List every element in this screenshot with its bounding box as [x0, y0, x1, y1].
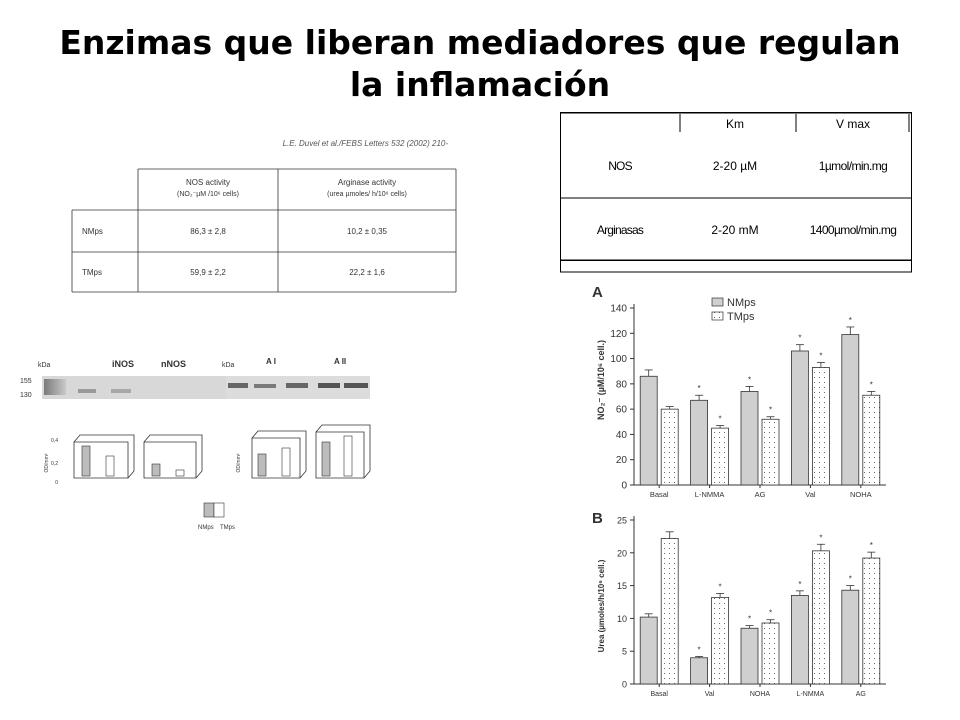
inos-label: iNOS — [112, 359, 135, 369]
blot-band — [111, 389, 131, 393]
y-tick-label: 25 — [616, 515, 627, 526]
od-bar — [322, 442, 330, 476]
y-tick-label: 20 — [615, 455, 627, 467]
y-tick-label: 0 — [621, 480, 627, 492]
bar-tmps-basal — [661, 409, 678, 485]
bar-nmps-basal — [640, 617, 657, 684]
x-tick-label: NOHA — [749, 691, 771, 698]
significance-marker: * — [869, 380, 873, 390]
od-axis-label: OD/mm² — [44, 453, 50, 473]
bar-nmps-ag — [842, 590, 859, 684]
y-tick-label: 10 — [616, 613, 627, 624]
legend-label-tmps: TMps — [727, 311, 755, 323]
x-tick-label: Basal — [649, 490, 669, 499]
activity-header-arginase: Arginase activity — [337, 178, 397, 187]
od-bar — [176, 470, 184, 476]
bar-nmps-val — [791, 351, 808, 485]
kinetics-row-name: Arginasas — [596, 223, 644, 237]
x-tick-label: AG — [855, 691, 866, 698]
citation: L.E. Duvel et al./FEBS Letters 532 (2002) 210- — [282, 139, 448, 148]
kda-label-right: kDa — [222, 362, 235, 369]
blot-band — [318, 383, 340, 388]
x-tick-label: Basal — [650, 691, 668, 698]
od-legend-swatch-nmps — [204, 503, 214, 517]
y-tick-label: 120 — [610, 328, 627, 340]
significance-marker: * — [798, 333, 802, 343]
chart-b-panel-label: B — [592, 510, 603, 527]
legend-swatch-tmps — [712, 312, 723, 320]
significance-marker: * — [848, 315, 852, 325]
title-line-2: la inflamación — [349, 65, 611, 104]
activity-header-nos-units: (NO₂⁻µM /10⁶ cells) — [177, 191, 239, 198]
blot-band — [228, 383, 248, 388]
bar-nmps-basal — [640, 376, 657, 485]
y-tick-label: 5 — [621, 646, 627, 657]
od-bar — [258, 454, 266, 476]
od-bar — [152, 464, 160, 476]
activity-row-nos: 86,3 ± 2,8 — [190, 227, 226, 236]
blot-band — [44, 379, 66, 395]
activity-header-nos: NOS activity — [185, 178, 231, 187]
kinetics-row-km: 2-20 µM — [712, 159, 758, 173]
od-bar — [106, 456, 114, 476]
chart-a-nitrite — [582, 280, 908, 504]
bar-nmps-val — [691, 658, 708, 684]
activity-row-nos: 59,9 ± 2,2 — [190, 268, 226, 277]
significance-marker: * — [747, 614, 752, 624]
significance-marker: * — [697, 384, 701, 394]
significance-marker: * — [798, 579, 802, 589]
y-tick-label: 100 — [610, 354, 627, 366]
significance-marker: * — [747, 375, 752, 385]
activity-header-arginase-units: (urea µmoles/ h/10⁶ cells) — [327, 191, 407, 198]
blot-strip-nos — [42, 376, 228, 399]
kinetics-row-km: 2-20 mM — [711, 223, 759, 237]
blot-band — [344, 383, 368, 388]
blot-band — [286, 383, 308, 388]
bar-tmps-l-nmma — [712, 428, 729, 485]
od-legend-tmps: TMps — [220, 525, 235, 531]
bar-tmps-l-nmma — [812, 551, 829, 684]
y-tick-label: 140 — [610, 303, 627, 315]
bar-nmps-noha — [741, 628, 758, 684]
nnos-label: nNOS — [161, 359, 187, 369]
od-tick: 0,4 — [51, 438, 58, 444]
blot-band — [78, 389, 96, 393]
od-legend-swatch-tmps — [214, 503, 224, 517]
od-tick: 0,2 — [51, 461, 58, 467]
significance-marker: * — [768, 608, 773, 618]
marker-155: 155 — [20, 378, 32, 385]
activity-row-arginase: 22,2 ± 1,6 — [349, 268, 385, 277]
bar-nmps-ag — [741, 391, 758, 485]
western-blot-figure — [16, 348, 380, 534]
x-tick-label: NOHA — [849, 490, 872, 499]
title-line-1: Enzimas que liberan mediadores que regulan — [59, 23, 901, 62]
x-tick-label: L-NMMA — [694, 490, 725, 499]
bar-nmps-noha — [842, 335, 859, 485]
bar-tmps-basal — [661, 538, 678, 684]
y-tick-label: 60 — [615, 404, 627, 416]
activity-row-name: TMps — [82, 268, 102, 277]
od-axis-label: OD/mm² — [236, 453, 242, 473]
chart-a-panel-label: A — [592, 284, 603, 301]
od-legend-nmps: NMps — [198, 525, 214, 531]
x-tick-label: L-NMMA — [796, 691, 825, 698]
activity-table — [68, 132, 460, 300]
bar-tmps-ag — [863, 558, 880, 684]
bar-tmps-ag — [762, 419, 779, 485]
activity-row-name: NMps — [82, 227, 103, 236]
bar-nmps-l-nmma — [791, 595, 808, 684]
kinetics-header-vmax: V max — [835, 117, 871, 131]
od-bar — [344, 436, 352, 476]
y-tick-label: 80 — [615, 379, 627, 391]
bar-tmps-noha — [863, 395, 880, 485]
chart-a-y-label: NO₂⁻ (µM/10⁶ cell.) — [596, 339, 606, 421]
a2-label: A II — [334, 357, 347, 366]
kinetics-row-name: NOS — [608, 159, 632, 173]
od-bar — [282, 448, 290, 476]
significance-marker: * — [697, 645, 701, 655]
kinetics-row-vmax: 1µmol/min.mg — [818, 159, 888, 173]
y-tick-label: 20 — [616, 548, 627, 559]
kinetics-table — [560, 112, 914, 274]
kinetics-table-border — [561, 113, 912, 261]
significance-marker: * — [768, 405, 773, 415]
blot-band — [254, 384, 276, 388]
bar-tmps-val — [812, 367, 829, 485]
significance-marker: * — [718, 414, 722, 424]
legend-swatch-nmps — [712, 298, 723, 306]
x-tick-label: Val — [704, 691, 715, 698]
od-bar — [82, 446, 90, 476]
significance-marker: * — [819, 351, 823, 361]
activity-row-arginase: 10,2 ± 0,35 — [347, 227, 387, 236]
significance-marker: * — [819, 533, 823, 543]
kda-label-left: kDa — [38, 362, 51, 369]
y-tick-label: 15 — [616, 581, 627, 592]
slide-title — [0, 22, 960, 106]
significance-marker: * — [869, 541, 873, 551]
bar-tmps-noha — [762, 623, 779, 684]
chart-b-urea — [582, 506, 908, 698]
chart-b-y-label: Urea (µmoles/h/10⁶ cell.) — [597, 559, 606, 653]
significance-marker: * — [718, 582, 722, 592]
y-tick-label: 0 — [621, 679, 627, 690]
legend-label-nmps: NMps — [727, 297, 756, 309]
kinetics-header-km: Km — [726, 117, 744, 131]
kinetics-row-vmax: 1400µmol/min.mg — [809, 223, 897, 237]
x-tick-label: Val — [805, 490, 816, 499]
a1-label: A I — [266, 357, 276, 366]
y-tick-label: 40 — [615, 429, 627, 441]
x-tick-label: AG — [754, 490, 766, 499]
od-tick: 0 — [55, 480, 58, 486]
bar-nmps-l-nmma — [691, 400, 708, 485]
marker-130: 130 — [20, 392, 32, 399]
bar-tmps-val — [712, 597, 729, 684]
significance-marker: * — [848, 574, 852, 584]
